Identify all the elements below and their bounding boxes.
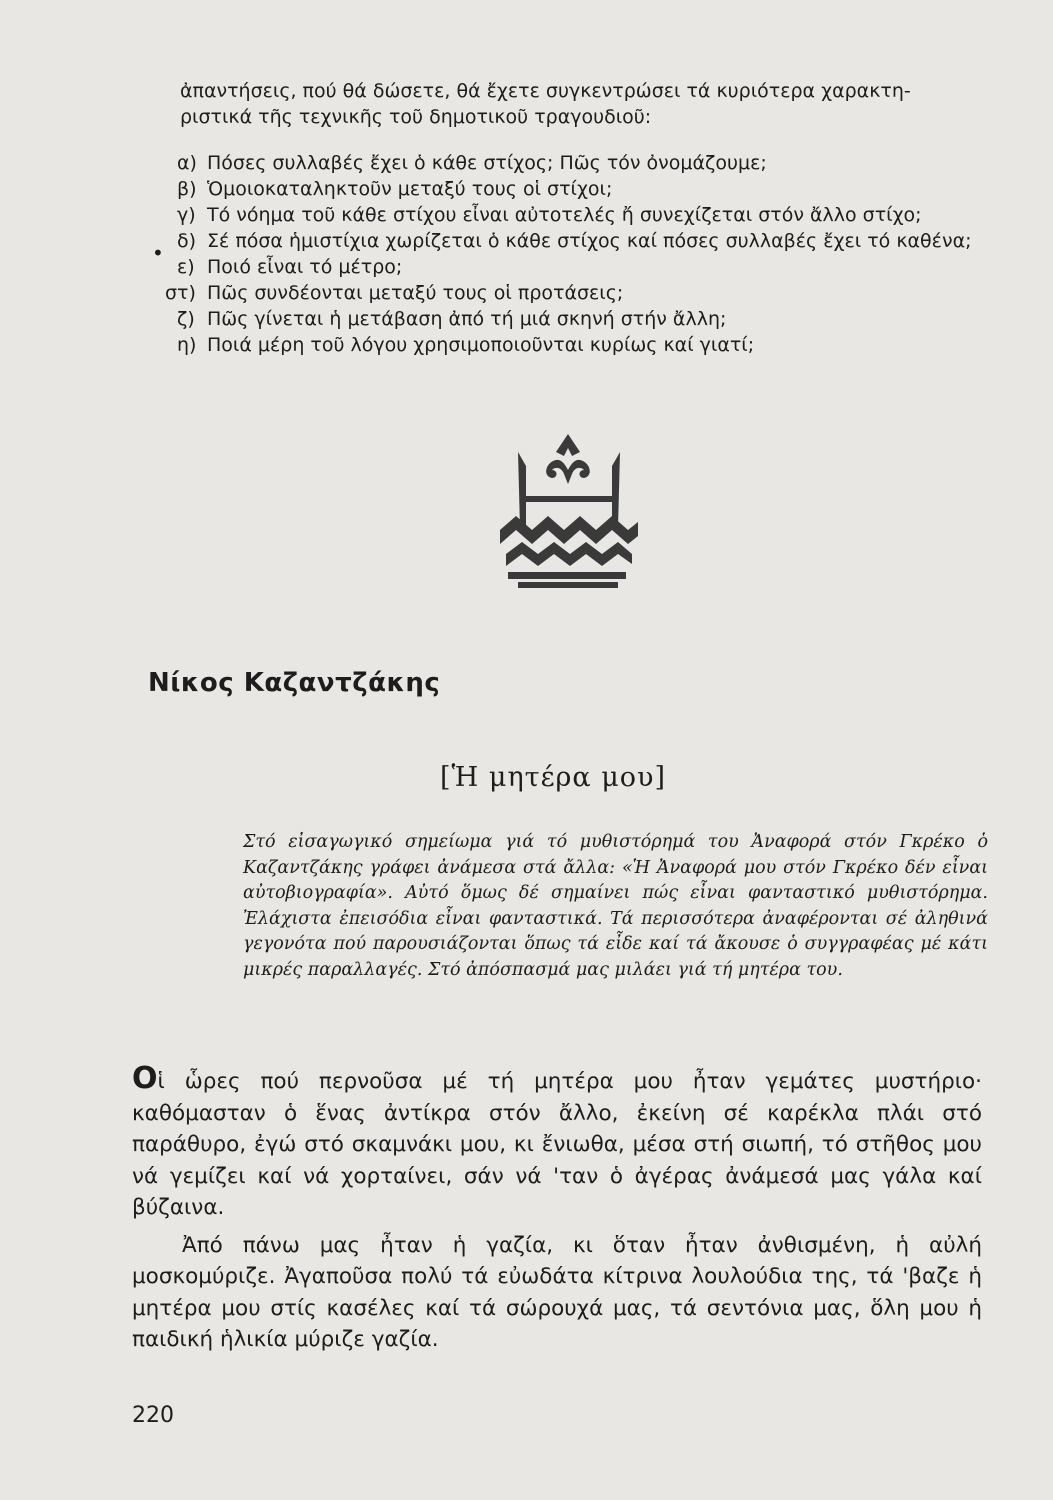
ornament-icon [496, 432, 642, 592]
question-item [165, 254, 1005, 280]
paragraph-1 [132, 1061, 982, 1224]
question-text: Ποιό εἶναι τό μέτρο; [207, 256, 403, 278]
question-label: δ) [177, 230, 197, 252]
margin-bullet: • [152, 241, 164, 265]
question-item [165, 332, 1005, 358]
question-label: β) [177, 178, 197, 200]
question-text: Πῶς συνδέονται μεταξύ τους οἱ προτάσεις; [207, 282, 624, 304]
question-item [165, 176, 1005, 202]
question-text: Σέ πόσα ἡμιστίχια χωρίζεται ὁ κάθε στίχος καί πόσες συλλαβές ἔχει τό καθένα; [207, 230, 972, 252]
question-label: στ) [165, 282, 196, 304]
question-list [165, 150, 1005, 358]
paragraph-2: Ἀπό πάνω μας ἦταν ἡ γαζία, κι ὅταν ἦταν ἀνθισμένη, ἡ αὐλή μοσκομύριζε. Ἀγαποῦσα πολύ τά εὐωδάτα κίτρινα λουλούδια της, τά 'βαζε ἡ μητέρα μου στίς κασέλες καί τά σώρουχά μας, τά σεντόνια μας, ὅλη μου ἡ παιδική ἡλικία μύριζε γαζία. [132, 1232, 982, 1352]
question-text: Ποιά μέρη τοῦ λόγου χρησιμοποιοῦνται κυρίως καί γιατί; [207, 334, 755, 356]
question-label: ε) [177, 256, 195, 278]
main-text [132, 1061, 982, 1356]
work-title: [Ἡ μητέρα μου] [440, 762, 666, 793]
question-item [165, 202, 1005, 228]
intro-line-1: ἀπαντήσεις, πού θά δώσετε, θά ἔχετε συγκεντρώσει τά κυριότερα χαρακτη- [180, 80, 911, 102]
page-number: 220 [132, 1403, 174, 1428]
question-item [165, 150, 1005, 176]
intro-text [180, 78, 1010, 130]
intro-line-2: ριστικά τῆς τεχνικῆς τοῦ δημοτικοῦ τραγουδιοῦ: [180, 106, 652, 128]
question-label: α) [177, 152, 197, 174]
paragraph-1-text: ἱ ὧρες πού περνοῦσα μέ τή μητέρα μου ἦταν γεμάτες μυστήριο· καθόμασταν ὁ ἕνας ἀντίκρα στόν ἄλλο, ἐκείνη σέ καρέκλα πλάι στό παράθυρο, ἐγώ στό σκαμνάκι μου, κι ἔνιωθα, μέσα στή σιωπή, τό στῆθος μου νά γεμίζει καί νά χορταίνει, σάν νά 'ταν ὁ ἀγέρας ἀνάμεσά μας γάλα καί βύζαινα. [132, 1069, 982, 1220]
question-text: Πόσες συλλαβές ἔχει ὁ κάθε στίχος; Πῶς τόν ὀνομάζουμε; [207, 152, 767, 174]
question-item [165, 306, 1005, 332]
question-item [165, 228, 1005, 254]
question-label: η) [177, 334, 197, 356]
question-text: Πῶς γίνεται ἡ μετάβαση ἀπό τή μιά σκηνή στήν ἄλλη; [207, 308, 727, 330]
question-label: γ) [177, 204, 196, 226]
question-text: Ὁμοιοκαταληκτοῦν μεταξύ τους οἱ στίχοι; [207, 178, 613, 200]
question-label: ζ) [177, 308, 195, 330]
author-name: Νίκος Καζαντζάκης [148, 668, 441, 698]
drop-cap: Ο [132, 1061, 158, 1096]
question-item [165, 280, 1005, 306]
question-text: Τό νόημα τοῦ κάθε στίχου εἶναι αὐτοτελές ἤ συνεχίζεται στόν ἄλλο στίχο; [207, 204, 922, 226]
introductory-note: Στό εἰσαγωγικό σημείωμα γιά τό μυθιστόρημά του Ἀναφορά στόν Γκρέκο ὁ Καζαντζάκης γράφει ἀνάμεσα στά ἄλλα: «Ἡ Ἀναφορά μου στόν Γκρέκο δέν εἶναι αὐτοβιογραφία». Αὐτό ὅμως δέ σημαίνει πώς εἶναι φανταστικό μυθιστόρημα. Ἐλάχιστα ἐπεισόδια εἶναι φανταστικά. Τά περισσότερα ἀναφέρονται σέ ἀληθινά γεγονότα πού παρουσιάζονται ὅπως τά εἶδε καί τά ἄκουσε ὁ συγγραφέας μέ κάτι μικρές παραλλαγές. Στό ἀπόσπασμά μας μιλάει γιά τή μητέρα του. [243, 832, 988, 980]
